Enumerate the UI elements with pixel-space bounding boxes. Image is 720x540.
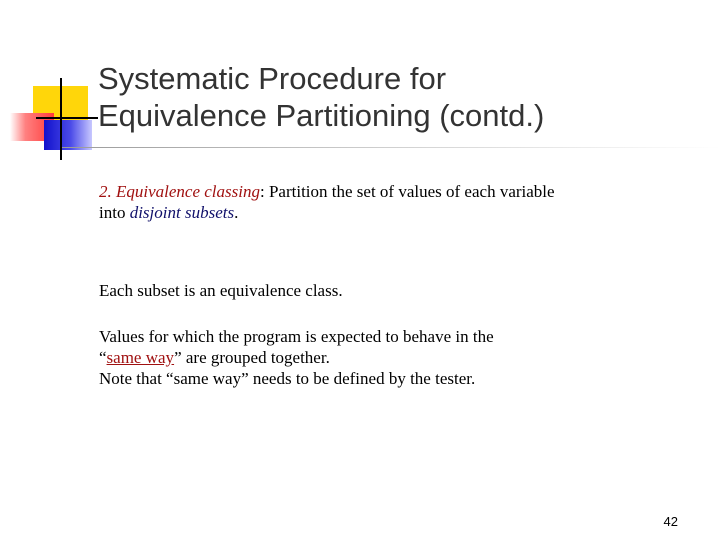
values-paragraph <box>99 326 699 389</box>
slide-title <box>98 60 698 134</box>
values-line1: Values for which the program is expected to behave in the <box>99 327 494 346</box>
slide-title-line2: Equivalence Partitioning (contd.) <box>98 98 545 133</box>
step-term2: disjoint subsets <box>129 203 235 222</box>
equivalence-class-paragraph <box>99 280 699 301</box>
slide-title-line1: Systematic Procedure for <box>98 61 447 96</box>
step-paragraph <box>99 181 699 223</box>
logo-blue-square <box>44 120 92 150</box>
same-way-term: same way <box>106 348 175 367</box>
step-term: Equivalence classing <box>116 182 260 201</box>
logo-horizontal-line <box>36 117 98 119</box>
page-number: 42 <box>663 514 678 529</box>
title-divider <box>62 147 720 148</box>
equivalence-class-text: Each subset is an equivalence class. <box>99 281 343 300</box>
values-line2-rest: ” are grouped together. <box>174 348 330 367</box>
step-line2-suffix: . <box>234 203 239 222</box>
values-line2-open-quote: “ <box>99 348 107 367</box>
step-line2-prefix: into <box>99 203 130 222</box>
note-text: Note that “same way” needs to be defined by the tester. <box>99 369 476 388</box>
step-number: 2. <box>99 182 116 201</box>
step-description: : Partition the set of values of each variable <box>260 182 555 201</box>
